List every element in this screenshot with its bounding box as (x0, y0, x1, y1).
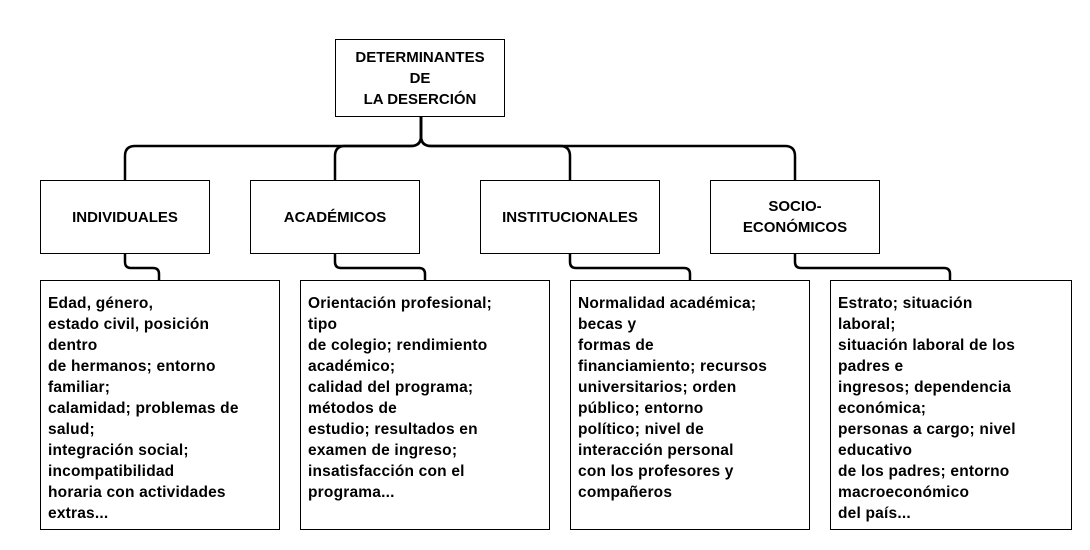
category-socioeconomicos (710, 180, 880, 254)
category-academicos (250, 180, 420, 254)
category-label: ACADÉMICOS (283, 208, 387, 226)
category-label: INSTITUCIONALES (502, 208, 638, 226)
root-node (335, 39, 505, 117)
detail-individuales: Edad, género, estado civil, posición dentro de hermanos; entorno familiar; calamidad; problemas de salud; integración social; incompatibilidad horaria con actividades extras... (40, 280, 280, 530)
connector-individuales-detail (125, 254, 159, 280)
connector-root-socioeconomicos (421, 116, 795, 180)
root-label: DETERMINANTES DE LA DESERCIÓN (355, 48, 485, 108)
connector-institucionales-detail (570, 254, 690, 280)
detail-socioeconomicos: Estrato; situación laboral; situación laboral de los padres e ingresos; dependencia económica; personas a cargo; nivel educativo de los padres; entorno macroeconómico del país... (830, 280, 1072, 530)
connector-academicos-detail (335, 254, 425, 280)
connector-root-academicos (335, 116, 421, 180)
connector-socioeconomicos-detail (795, 254, 950, 280)
category-individuales (40, 180, 210, 254)
connector-root-institucionales (421, 116, 570, 180)
detail-academicos: Orientación profesional; tipo de colegio; rendimiento académico; calidad del programa; métodos de estudio; resultados en examen de ingreso; insatisfacción con el programa... (300, 280, 550, 530)
category-label: INDIVIDUALES (72, 208, 178, 226)
connector-root-individuales (125, 116, 421, 180)
detail-institucionales: Normalidad académica; becas y formas de financiamiento; recursos universitarios; orden público; entorno político; nivel de interacción personal con los profesores y compañeros (570, 280, 810, 530)
category-label: SOCIO- ECONÓMICOS (742, 198, 848, 236)
category-institucionales (480, 180, 660, 254)
